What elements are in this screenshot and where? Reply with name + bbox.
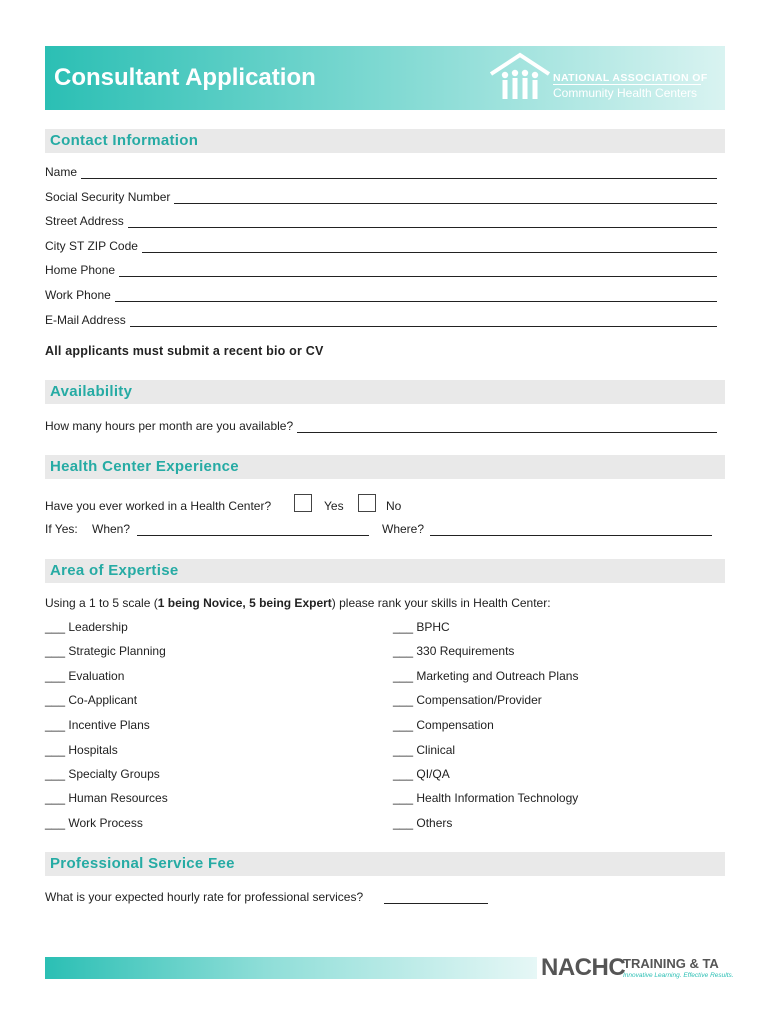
- skill-row[interactable]: [393, 791, 578, 805]
- logo-divider: [553, 84, 701, 85]
- street-address-field[interactable]: Street Address: [45, 214, 717, 228]
- skill-rank-blank[interactable]: ___: [45, 669, 69, 683]
- name-field[interactable]: Name: [45, 165, 717, 179]
- footer-program: TRAINING & TA: [623, 956, 719, 971]
- email-field[interactable]: E-Mail Address: [45, 313, 717, 327]
- skill-row[interactable]: [45, 718, 150, 732]
- when-field[interactable]: [137, 524, 369, 536]
- skill-label: QI/QA: [416, 767, 450, 781]
- hourly-rate-field[interactable]: [384, 892, 488, 904]
- skill-rank-blank[interactable]: ___: [45, 743, 69, 757]
- skill-row[interactable]: [45, 791, 168, 805]
- if-yes-label: If Yes:: [45, 522, 78, 536]
- skill-label: Hospitals: [68, 743, 118, 757]
- skill-label: 330 Requirements: [416, 644, 515, 658]
- skill-label: Compensation/Provider: [416, 693, 542, 707]
- section-heading: Area of Expertise: [50, 562, 179, 579]
- nachc-logo: [489, 52, 711, 104]
- hours-available-field[interactable]: How many hours per month are you available?: [45, 419, 717, 433]
- footer-bar: [45, 957, 537, 979]
- skill-label: Clinical: [416, 743, 456, 757]
- skill-label: Health Information Technology: [416, 791, 579, 805]
- skill-row[interactable]: [45, 620, 128, 634]
- skill-rank-blank[interactable]: ___: [45, 767, 69, 781]
- skill-row[interactable]: [45, 644, 166, 658]
- bio-cv-note: All applicants must submit a recent bio or CV: [45, 344, 324, 358]
- logo-org-line1: NATIONAL ASSOCIATION OF: [553, 72, 708, 84]
- skill-label: Work Process: [68, 816, 143, 830]
- skill-label: Specialty Groups: [68, 767, 160, 781]
- section-availability: [45, 380, 725, 404]
- work-phone-field[interactable]: Work Phone: [45, 288, 717, 302]
- yes-checkbox[interactable]: [294, 494, 312, 512]
- skill-rank-blank[interactable]: ___: [45, 791, 69, 805]
- skill-row[interactable]: [45, 767, 160, 781]
- section-heading: Contact Information: [50, 132, 199, 149]
- skill-label: Strategic Planning: [68, 644, 166, 658]
- nachc-training-logo: [541, 954, 734, 982]
- skill-rank-blank[interactable]: ___: [45, 816, 69, 830]
- no-checkbox[interactable]: [358, 494, 376, 512]
- skill-label: BPHC: [416, 620, 450, 634]
- city-state-zip-field[interactable]: City ST ZIP Code: [45, 239, 717, 253]
- skill-rank-blank[interactable]: ___: [393, 816, 417, 830]
- skill-rank-blank[interactable]: ___: [393, 669, 417, 683]
- skill-rank-blank[interactable]: ___: [393, 718, 417, 732]
- section-contact-information: [45, 129, 725, 153]
- skill-label: Compensation: [416, 718, 494, 732]
- skill-rank-blank[interactable]: ___: [393, 767, 417, 781]
- skill-rank-blank[interactable]: ___: [45, 693, 69, 707]
- skill-rank-blank[interactable]: ___: [393, 743, 417, 757]
- where-label: Where?: [382, 522, 425, 536]
- skill-rank-blank[interactable]: ___: [45, 620, 69, 634]
- skill-row[interactable]: [393, 644, 514, 658]
- skill-row[interactable]: [45, 693, 137, 707]
- skill-row[interactable]: [393, 620, 450, 634]
- worked-in-health-center-question: Have you ever worked in a Health Center?: [45, 499, 272, 513]
- skill-row[interactable]: [393, 718, 494, 732]
- skill-rank-blank[interactable]: ___: [45, 718, 69, 732]
- section-heading: Availability: [50, 383, 133, 400]
- skill-label: Co-Applicant: [68, 693, 138, 707]
- skill-label: Human Resources: [68, 791, 168, 805]
- section-heading: Health Center Experience: [50, 458, 239, 475]
- skill-label: Evaluation: [68, 669, 125, 683]
- houses-logo-icon: [489, 52, 551, 104]
- skill-row[interactable]: [45, 669, 124, 683]
- when-label: When?: [92, 522, 131, 536]
- footer-tagline: Innovative Learning. Effective Results.: [623, 972, 734, 979]
- skill-label: Leadership: [68, 620, 128, 634]
- skill-row[interactable]: [45, 816, 143, 830]
- section-area-of-expertise: [45, 559, 725, 583]
- home-phone-field[interactable]: Home Phone: [45, 263, 717, 277]
- where-field[interactable]: [430, 524, 712, 536]
- skill-label: Incentive Plans: [68, 718, 150, 732]
- page-title: Consultant Application: [54, 64, 316, 91]
- ssn-field[interactable]: Social Security Number: [45, 190, 717, 204]
- skill-rank-blank[interactable]: ___: [393, 644, 417, 658]
- skill-row[interactable]: [393, 669, 578, 683]
- skill-row[interactable]: [393, 767, 450, 781]
- skill-rank-blank[interactable]: ___: [45, 644, 69, 658]
- skill-rank-blank[interactable]: ___: [393, 693, 417, 707]
- section-health-center-experience: [45, 455, 725, 479]
- expertise-instructions: Using a 1 to 5 scale (1 being Novice, 5 being Expert) please rank your skills in Health Center:: [45, 596, 551, 610]
- skill-label: Others: [416, 816, 453, 830]
- header-banner: [45, 46, 725, 110]
- section-heading: Professional Service Fee: [50, 855, 235, 872]
- footer-brand: NACHC: [541, 954, 626, 981]
- skill-row[interactable]: [393, 743, 455, 757]
- no-label: No: [386, 499, 402, 513]
- skill-rank-blank[interactable]: ___: [393, 791, 417, 805]
- logo-org-line2: Community Health Centers: [553, 86, 698, 100]
- skill-row[interactable]: [393, 816, 452, 830]
- section-professional-service-fee: [45, 852, 725, 876]
- skill-row[interactable]: [393, 693, 542, 707]
- skill-rank-blank[interactable]: ___: [393, 620, 417, 634]
- skill-label: Marketing and Outreach Plans: [416, 669, 579, 683]
- skill-row[interactable]: [45, 743, 118, 757]
- hourly-rate-question: What is your expected hourly rate for professional services?: [45, 890, 364, 904]
- yes-label: Yes: [324, 499, 344, 513]
